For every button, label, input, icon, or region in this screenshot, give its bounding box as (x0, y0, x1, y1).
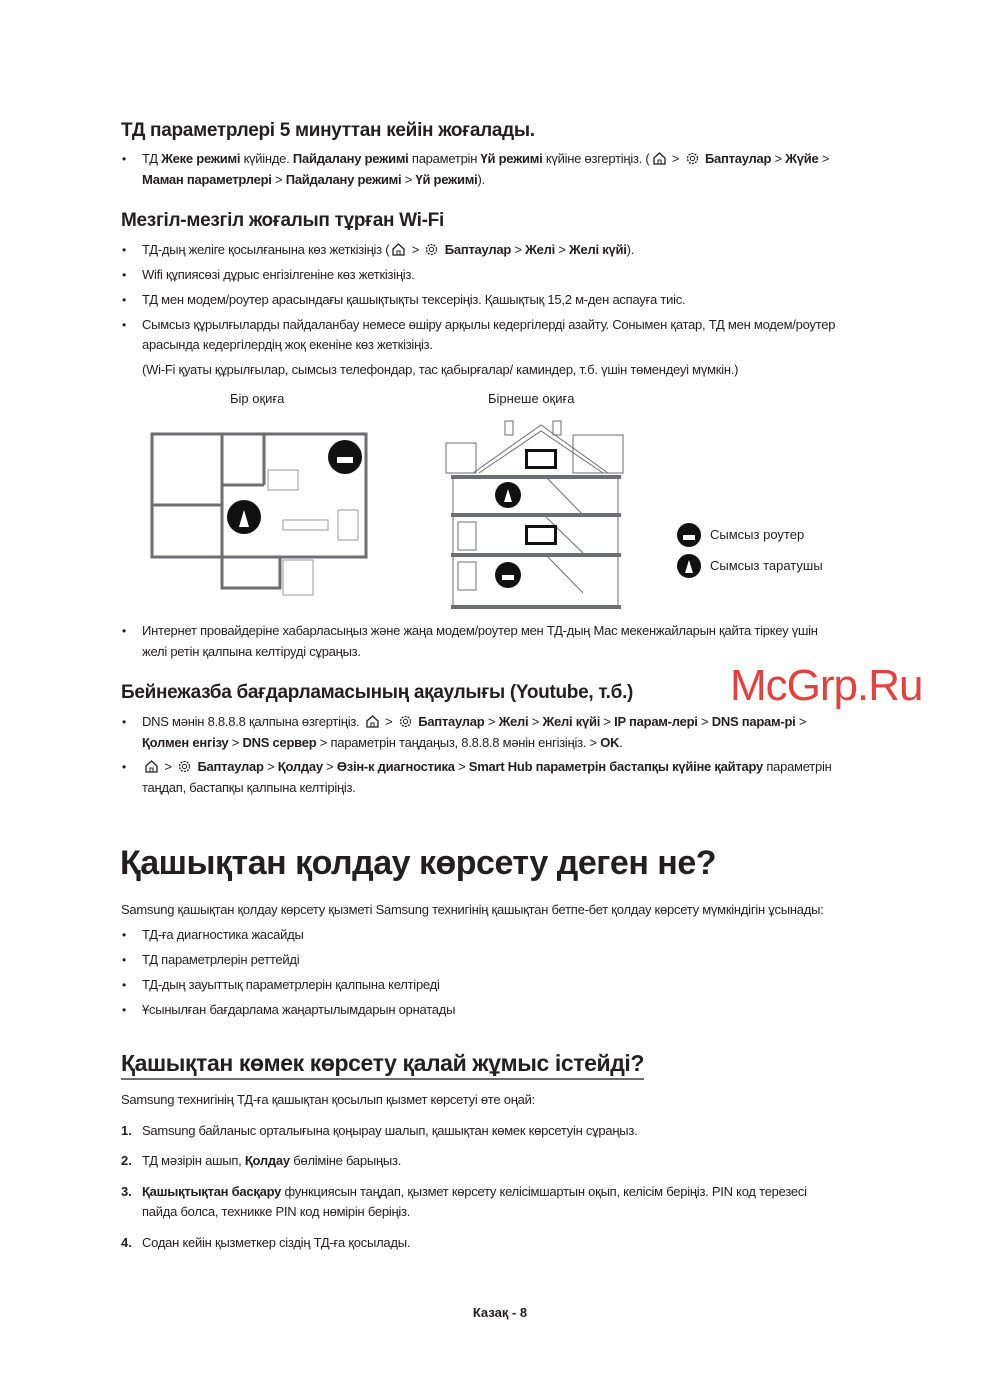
bullet-text (142, 150, 829, 171)
bullet: • (122, 268, 127, 282)
legend-transmitter (677, 554, 701, 583)
bullet-text (142, 241, 634, 262)
menu-path-text: Желі күйі (542, 714, 601, 729)
text-run: > (381, 714, 396, 729)
text-run: Интернет провайдеріне хабарласыңыз және жаңа модем/роутер мен ТД-дың Мас мекенжайларын қайта тіркеу үшін (142, 623, 818, 638)
text-run: Ұсынылған бағдарлама жаңартылымдарын орнатады (142, 1002, 456, 1017)
text-run: ТД-дың желіге қосылғанына көз жеткізіңіз ( (142, 242, 390, 257)
text-run: ТД мен модем/роутер арасындағы қашықтықты тексеріңіз. Қашықтық 15,2 м-ден аспауға тиіс. (142, 292, 686, 307)
bullet-text (142, 951, 299, 969)
text-run: > (454, 759, 469, 774)
intro-text (121, 901, 824, 919)
menu-path-text: Өзін-к диагностика (336, 759, 455, 774)
menu-path-text: Smart Hub параметрін бастапқы күйіне қайтару (468, 759, 763, 774)
bullet-text (142, 976, 440, 994)
text-run: таңдап, бастапқы қалпына келтіріңіз. (142, 780, 356, 795)
bullet-text (142, 316, 835, 334)
bullet: • (122, 953, 127, 967)
section-heading: Мезгіл-мезгіл жоғалып тұрған Wi-Fi (121, 210, 444, 231)
menu-path-text: Қолдау (277, 759, 323, 774)
text-run: күйінде. (240, 151, 293, 166)
text-run: > (228, 735, 243, 750)
bullet-text (142, 734, 623, 752)
menu-path-text: Қашықтықтан басқару (142, 1184, 282, 1199)
bullet-text (142, 336, 433, 354)
watermark: McGrp.Ru (730, 661, 923, 710)
text-run: > (600, 714, 615, 729)
note-text (142, 361, 738, 379)
text-run: DNS мәнін 8.8.8.8 қалпына өзгертіңіз. (142, 714, 363, 729)
text-run: (Wi-Fi қуаты құрылғылар, сымсыз телефондар, тас қабырғалар/ каминдер, т.б. үшін төмендеуі мүмкін.) (142, 362, 739, 377)
menu-path-text: Қолдау (244, 1153, 290, 1168)
text-run: > (771, 151, 786, 166)
step-text (142, 1234, 410, 1252)
bullet: • (122, 928, 127, 942)
text-run: Samsung технигінің ТД-ға қашықтан қосылып қызмет көрсетуі өте оңай: (121, 1092, 535, 1107)
text-run: > (511, 242, 526, 257)
legend-router (677, 523, 701, 552)
bullet-text (142, 713, 806, 734)
menu-path-text: Маман параметрлері (142, 172, 272, 187)
text-run: > (401, 172, 416, 187)
text-run: функциясын таңдап, қызмет көрсету келісімшартын оқып, келісім беріңіз. PIN код терезесі (281, 1184, 807, 1199)
home-icon (365, 714, 380, 734)
text-run: > параметрін таңдаңыз, 8.8.8.8 мәнін енгізіңіз. > (316, 735, 601, 750)
menu-path-text: Баптаулар (194, 759, 264, 774)
home-icon (652, 151, 667, 171)
bullet: • (122, 1003, 127, 1017)
bullet: • (122, 760, 127, 774)
router-icon (677, 523, 701, 547)
house-section-diagram (443, 415, 628, 613)
step-text (142, 1152, 401, 1170)
menu-path-text: DNS сервер (242, 735, 317, 750)
step-number: 3. (121, 1184, 132, 1199)
bullet: • (122, 293, 127, 307)
bullet-text (142, 779, 356, 797)
text-run: ТД (142, 151, 162, 166)
step-number: 4. (121, 1235, 132, 1250)
menu-path-text: OK (600, 735, 620, 750)
bullet-text (142, 171, 485, 189)
step-text (142, 1122, 637, 1140)
menu-path-text: Баптаулар (441, 242, 512, 257)
tv-icon (525, 525, 557, 545)
bullet: • (122, 243, 127, 257)
text-run: > (818, 151, 830, 166)
home-icon (391, 242, 406, 262)
text-run: > (263, 759, 278, 774)
menu-path-text: Қолмен енгізу (142, 735, 229, 750)
text-run: параметрін (408, 151, 481, 166)
gear-icon (177, 759, 192, 779)
bullet-text (142, 1001, 455, 1019)
menu-path-text: DNS парам-рі (711, 714, 796, 729)
menu-path-text: Желі (498, 714, 529, 729)
text-run: > (271, 172, 286, 187)
text-run: Содан кейін қызметкер сіздің ТД-ға қосылады. (142, 1235, 411, 1250)
floor-plan-diagram (148, 430, 373, 600)
transmitter-icon (677, 554, 701, 578)
bullet-text (142, 291, 685, 309)
step-number: 2. (121, 1153, 132, 1168)
menu-path-text: Үй режимі (480, 151, 543, 166)
text-run: желі ретін қалпына келтіруді сұраңыз. (142, 644, 361, 659)
bullet-text (142, 643, 361, 661)
text-run: > (528, 714, 543, 729)
menu-path-text: Жеке режимі (161, 151, 241, 166)
caption-multi: Бірнеше оқиға (488, 391, 575, 406)
text-run: Сымсыз құрылғыларды пайдаланбау немесе өшіру арқылы кедергілерді азайту. Сонымен қатар, ТД мен модем/роутер (142, 317, 836, 332)
bullet: • (122, 978, 127, 992)
text-run: Wifi құпиясөзі дұрыс енгізілгеніне көз жеткізіңіз. (142, 267, 415, 282)
intro-text (121, 1091, 535, 1109)
gear-icon (685, 151, 700, 171)
text-run: Samsung байланыс орталығына қоңырау шалып, қашықтан көмек көрсетуін сұраңыз. (142, 1123, 638, 1138)
menu-path-text: Пайдалану режимі (292, 151, 409, 166)
text-run: ТД-дың зауыттық параметрлерін қалпына келтіреді (142, 977, 440, 992)
menu-path-text: Пайдалану режимі (285, 172, 402, 187)
menu-path-text: Желі (525, 242, 555, 257)
bullet: • (122, 152, 127, 166)
menu-path-text: IP парам-лері (614, 714, 698, 729)
text-run: пайда болса, техникке PIN код нөмірін беріңіз. (142, 1204, 411, 1219)
menu-path-text: Баптаулар (414, 714, 485, 729)
text-run: бөліміне барыңыз. (289, 1153, 402, 1168)
text-run: > (161, 759, 176, 774)
gear-icon (398, 714, 413, 734)
home-icon (144, 759, 159, 779)
text-run: > (554, 242, 570, 257)
menu-path-text: Жүйе (785, 151, 819, 166)
text-run: ТД параметрлерін реттейді (142, 952, 300, 967)
text-run: ). (477, 172, 485, 187)
bullet-text (142, 266, 415, 284)
section-heading: ТД параметрлері 5 минуттан кейін жоғалады. (121, 120, 535, 141)
legend-transmitter-label: Сымсыз таратушы (710, 558, 823, 573)
step-text (142, 1203, 410, 1221)
text-run: > (408, 242, 423, 257)
text-run: ). (626, 242, 635, 257)
bullet-text (142, 926, 304, 944)
text-run: > (484, 714, 499, 729)
bullet-text (142, 622, 818, 640)
menu-path-text: Үй режимі (415, 172, 478, 187)
bullet: • (122, 715, 127, 729)
caption-single: Бір оқиға (230, 391, 285, 406)
bullet-text (142, 758, 832, 779)
bullet: • (122, 624, 127, 638)
tv-icon (525, 449, 557, 469)
text-run: > (697, 714, 712, 729)
text-run: күйіне өзгертіңіз. ( (542, 151, 650, 166)
page-footer: Казақ - 8 (472, 1305, 528, 1320)
section-heading-underlined: Қашықтан көмек көрсету қалай жұмыс істейді? (121, 1050, 644, 1080)
text-run: > (668, 151, 683, 166)
text-run: > (795, 714, 807, 729)
section-heading: Бейнежазба бағдарламасының ақаулығы (Youtube, т.б.) (121, 682, 634, 703)
legend-router-label: Сымсыз роутер (710, 527, 805, 542)
gear-icon (424, 242, 439, 262)
step-number: 1. (121, 1123, 132, 1138)
text-run: арасында кедергілердің жоқ екеніне көз жеткізіңіз. (142, 337, 433, 352)
bullet: • (122, 318, 127, 332)
text-run: > (322, 759, 337, 774)
page-title: Қашықтан қолдау көрсету деген не? (120, 844, 717, 882)
text-run: ТД мәзірін ашып, (142, 1153, 245, 1168)
menu-path-text: Желі күйі (569, 242, 627, 257)
menu-path-text: Баптаулар (701, 151, 772, 166)
step-text (142, 1183, 807, 1201)
text-run: ТД-ға диагностика жасайды (142, 927, 304, 942)
text-run: . (619, 735, 623, 750)
text-run: параметрін (762, 759, 832, 774)
text-run: Samsung қашықтан қолдау көрсету қызметі Samsung технигінің қашықтан бетпе-бет қолдау көрсету мүмкіндігін ұсынады: (121, 902, 824, 917)
